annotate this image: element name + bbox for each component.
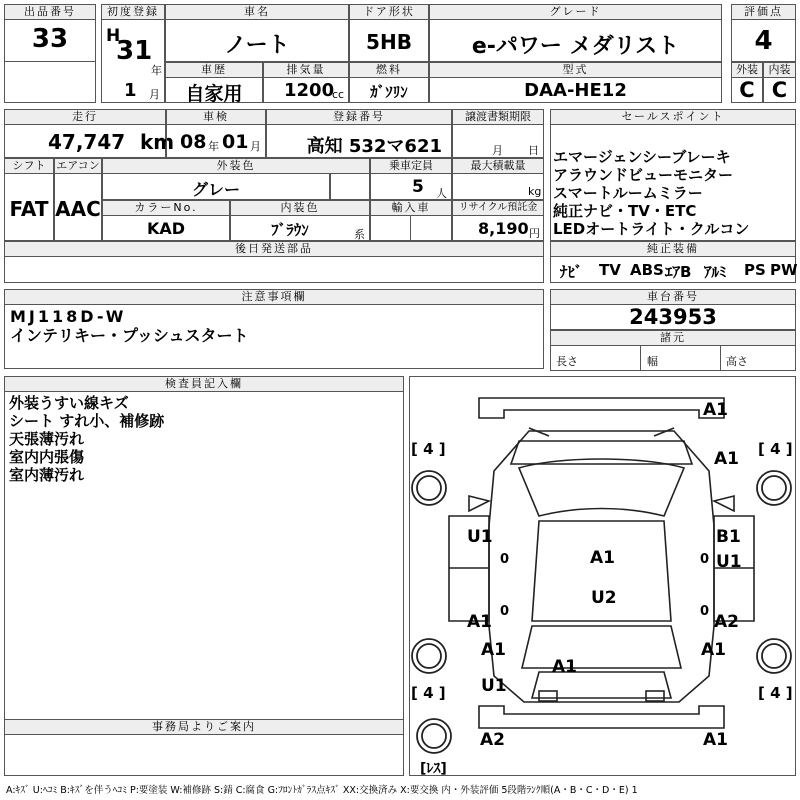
color-no: KAD — [146, 219, 186, 238]
inspector-label: 検査員記入欄 — [4, 376, 404, 392]
transfer-month-unit: 月 — [492, 144, 503, 157]
lot-label: 出品番号 — [4, 4, 96, 20]
plate: 高知 532マ621 — [306, 136, 442, 157]
sales-point-line: エマージェンシーブレーキ — [553, 148, 731, 166]
ext-color-sub-cell — [330, 173, 370, 200]
sales-points-label: セールスポイント — [550, 109, 796, 125]
mileage-unit: km — [140, 130, 175, 154]
damage-mark: A1 — [552, 657, 577, 677]
notes-label: 注意事項欄 — [4, 289, 544, 305]
notes-line: インテリキー・プッシュスタート — [10, 326, 249, 345]
load-unit: kg — [528, 185, 542, 198]
fuel-label: 燃料 — [349, 62, 429, 78]
ext-color-label: 外装色 — [102, 158, 370, 174]
damage-mark: U1 — [481, 676, 507, 696]
interior-grade: C — [771, 78, 788, 102]
notes-line: MJ118D-W — [10, 307, 127, 326]
tire-tread: [ 4 ] — [758, 440, 793, 458]
first-reg-year: 31 — [116, 36, 153, 66]
ac: AAC — [55, 197, 101, 221]
capacity-label: 乗車定員 — [370, 158, 452, 174]
inspector-line: 室内薄汚れ — [9, 466, 85, 484]
transfer-day-unit: 日 — [528, 144, 539, 157]
inspection-year: 08 — [180, 131, 207, 153]
zero-mark: 0 — [500, 604, 510, 619]
score-label: 評価点 — [731, 4, 796, 20]
score: 4 — [754, 26, 773, 56]
damage-mark: U1 — [716, 552, 742, 572]
month-unit: 月 — [149, 88, 160, 101]
spare-tire: [ﾚｽ] — [420, 761, 447, 777]
equipment-item: ABS — [630, 261, 664, 279]
equipment-item: TV — [599, 261, 621, 279]
chassis-label: 車台番号 — [550, 289, 796, 305]
sales-point-line: 純正ナビ・TV・ETC — [553, 202, 697, 220]
displacement: 1200 — [284, 80, 335, 101]
zero-mark: 0 — [700, 604, 710, 619]
inspector-line: シート すれ小、補修跡 — [9, 412, 165, 430]
damage-mark: A1 — [481, 640, 506, 660]
tire-tread: [ 4 ] — [411, 440, 446, 458]
tire-tread: [ 4 ] — [411, 684, 446, 702]
sales-point-line: LEDオートライト・クルコン — [553, 220, 750, 238]
dims-divider-1 — [640, 345, 641, 371]
dims-divider-2 — [720, 345, 721, 371]
capacity-unit: 人 — [436, 187, 447, 200]
exterior-label: 外装 — [731, 62, 763, 78]
interior-label: 内装 — [763, 62, 796, 78]
first-reg-month: 1 — [124, 80, 137, 101]
import-divider — [410, 215, 411, 241]
zero-mark: 0 — [500, 552, 510, 567]
lot-blank-cell — [4, 61, 96, 103]
inspector-line: 天張薄汚れ — [9, 430, 85, 448]
tire-tread: [ 4 ] — [758, 684, 793, 702]
first-reg-label: 初度登録 — [101, 4, 165, 20]
damage-mark: A1 — [590, 548, 615, 568]
grade: e-パワー メダリスト — [471, 34, 680, 59]
equipment-item: PW — [770, 261, 798, 279]
office-label: 事務局よりご案内 — [4, 719, 404, 735]
car-name-label: 車名 — [165, 4, 349, 20]
damage-mark: U1 — [467, 527, 493, 547]
import-cell — [370, 215, 452, 241]
later-parts-label: 後日発送部品 — [4, 241, 544, 257]
displacement-label: 排気量 — [263, 62, 349, 78]
inspection-month: 01 — [222, 131, 249, 153]
history-label: 車歴 — [165, 62, 263, 78]
equipment-item: ｱﾙﾐ — [704, 263, 727, 281]
damage-mark: A2 — [714, 612, 739, 632]
damage-mark: A1 — [703, 730, 728, 750]
model: DAA-HE12 — [524, 80, 627, 101]
transfer-label: 譲渡書類期限 — [452, 109, 544, 125]
damage-mark: B1 — [716, 527, 741, 547]
inspection-month-unit: 月 — [250, 140, 261, 153]
length-label: 長さ — [556, 355, 578, 368]
import-label: 輸入車 — [370, 200, 452, 216]
damage-mark: U2 — [591, 588, 617, 608]
mileage-label: 走行 — [4, 109, 166, 125]
mileage: 47,747 — [48, 130, 126, 154]
damage-mark: A1 — [703, 400, 728, 420]
history: 自家用 — [185, 83, 243, 105]
equipment-item: ﾅﾋﾞ — [560, 263, 583, 281]
equipment-item: ｴｱB — [665, 263, 692, 281]
sales-point-line: スマートルームミラー — [553, 184, 703, 202]
width-label: 幅 — [647, 355, 658, 368]
era: H — [106, 26, 121, 46]
damage-mark: A1 — [467, 612, 492, 632]
door-type: 5HB — [366, 30, 412, 54]
inspector-line: 室内内張傷 — [9, 448, 85, 466]
int-color: ﾌﾞﾗｳﾝ — [271, 221, 309, 239]
damage-mark: A1 — [714, 449, 739, 469]
shift: FAT — [9, 197, 49, 221]
equipment-label: 純正装備 — [550, 241, 796, 257]
load-label: 最大積載量 — [452, 158, 544, 174]
recycle-label: リサイクル預託金 — [452, 200, 544, 216]
color-no-label: カラーNo. — [102, 200, 230, 216]
displacement-unit: cc — [332, 88, 345, 101]
shift-label: シフト — [4, 158, 54, 174]
car-name: ノート — [224, 33, 290, 58]
sales-point-line: アラウンドビューモニター — [553, 166, 734, 184]
recycle: 8,190 — [478, 219, 529, 238]
car-diagram — [409, 376, 796, 776]
ac-label: エアコン — [54, 158, 102, 174]
plate-label: 登録番号 — [266, 109, 452, 125]
inspection-year-unit: 年 — [208, 140, 219, 153]
inspector-line: 外装うすい線キズ — [9, 394, 129, 412]
int-color-label: 内装色 — [230, 200, 370, 216]
capacity: 5 — [412, 177, 424, 197]
exterior-grade: C — [739, 78, 755, 102]
inspection-label: 車検 — [166, 109, 266, 125]
model-label: 型式 — [429, 62, 722, 78]
height-label: 高さ — [726, 355, 748, 368]
door-label: ドア形状 — [349, 4, 429, 20]
recycle-unit: 円 — [529, 227, 540, 240]
ext-color: グレー — [191, 180, 240, 199]
chassis-number: 243953 — [629, 305, 717, 329]
lot-number: 33 — [31, 24, 69, 54]
dims-label: 諸元 — [550, 330, 796, 346]
zero-mark: 0 — [700, 552, 710, 567]
year-unit: 年 — [151, 64, 162, 77]
damage-mark: A1 — [701, 640, 726, 660]
fuel: ｶﾞｿﾘﾝ — [370, 83, 408, 101]
equipment-item: PS — [744, 261, 766, 279]
grade-label: グレード — [429, 4, 722, 20]
later-parts-cell — [4, 256, 544, 283]
dims-cell — [550, 345, 796, 371]
legend: A:ｷｽﾞ U:ﾍｺﾐ B:ｷｽﾞを伴うﾍｺﾐ P:要塗装 W:補修跡 S:錆 C:腐食 G:ﾌﾛﾝﾄｶﾞﾗｽ点ｷｽﾞ XX:交換済み X:要交換 内・外装評価 5段階ﾗﾝｸ順(A・B・C・D・E) 1 — [6, 785, 638, 796]
int-color-unit: 系 — [354, 228, 365, 241]
damage-mark: A2 — [480, 730, 505, 750]
